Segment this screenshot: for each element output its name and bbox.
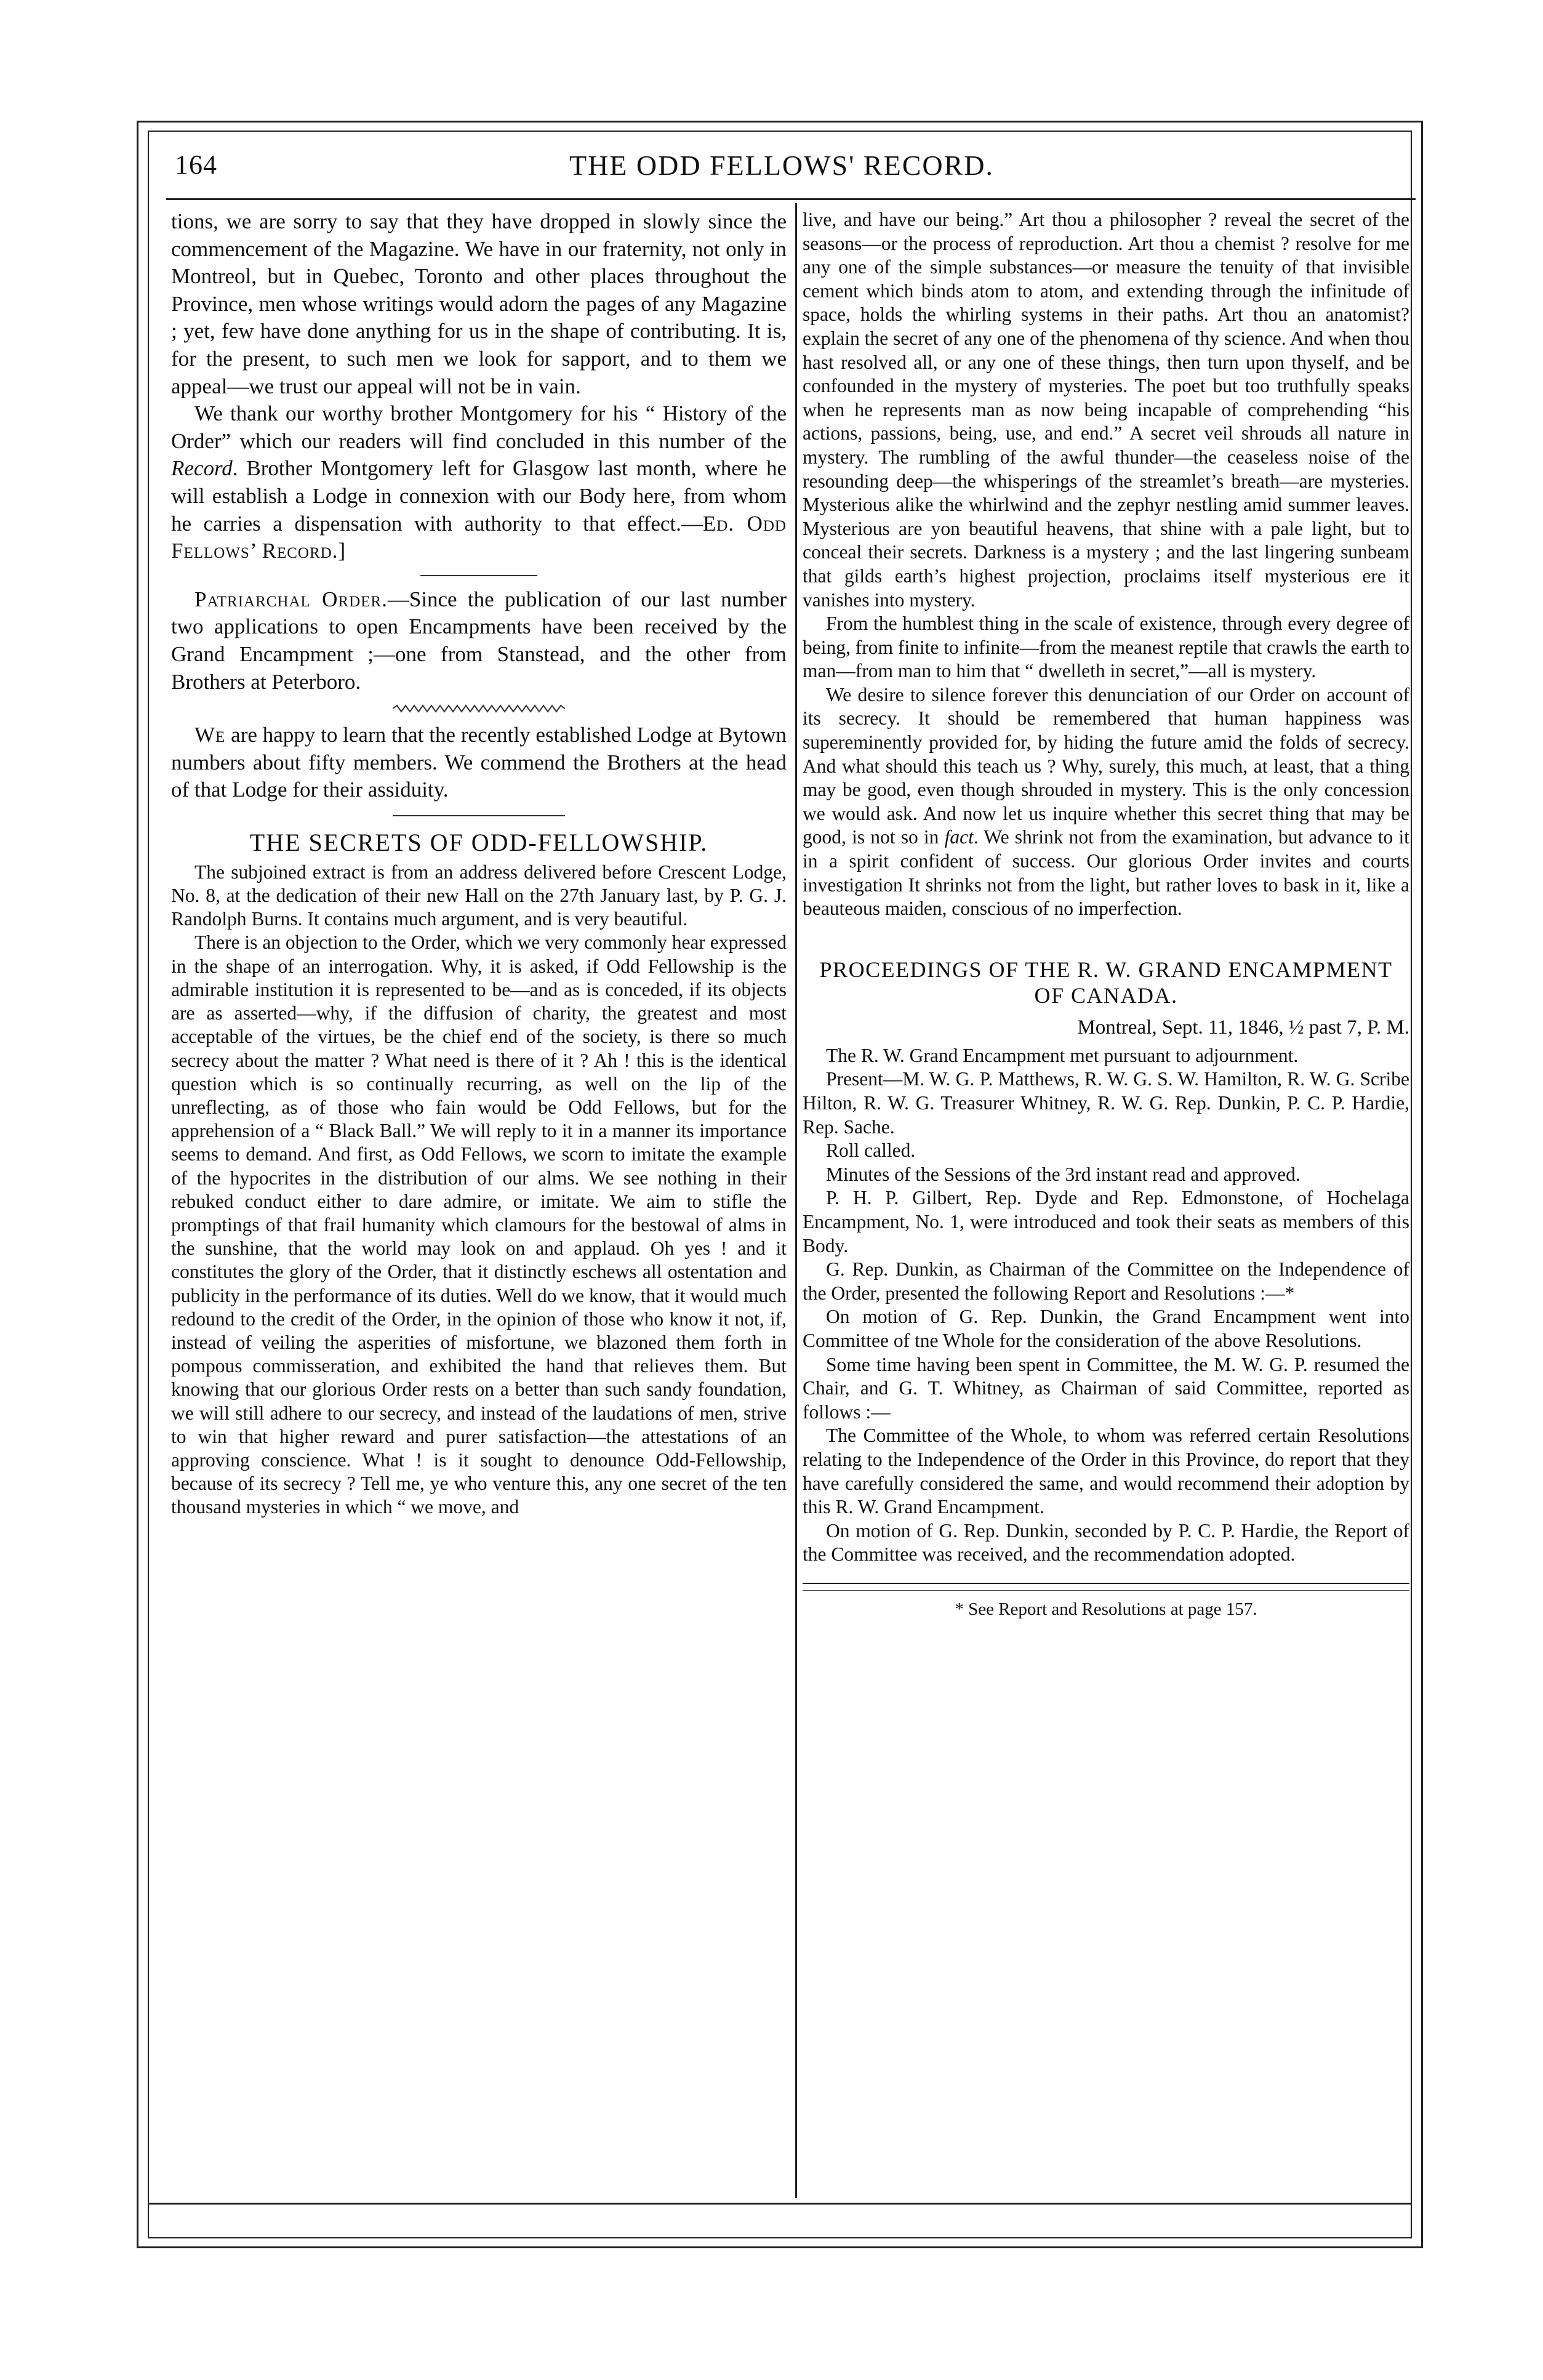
editorial-paragraph: tions, we are sorry to say that they have dropped in slowly since the commencement of the Magazine. We have in our fraternity, not only in Montreol, but in Quebec, Toronto and other places throughout the Province, men whose writings would adorn the pages of any Magazine ; yet, few have done anything for us in the shape of contributing. It is, for the present, to such men we look for sapport, and to them we appeal—we trust our appeal will not be in vain. — [171, 209, 787, 398]
bytown-paragraph — [171, 722, 787, 804]
footnote: * See Report and Resolutions at page 157. — [955, 1599, 1257, 1619]
proceedings-item: Some time having been spent in Committee, the M. W. G. P. resumed the Chair, and G. T. Whitney, as Chairman of said Committee, reported as follows :— — [803, 1353, 1409, 1423]
bracket-close: ] — [338, 539, 346, 563]
patriarchal-text: —Since the publication of our last number two applications to open Encampments have been received by the Grand Encampment ;—one from Stanstead, and the other from Brothers at Peterboro. — [171, 587, 787, 694]
footnote-rule — [803, 1583, 1409, 1584]
proceedings-item: Minutes of the Sessions of the 3rd instant read and approved. — [826, 1163, 1301, 1185]
montgomery-text-cont: . Brother Montgomery left for Glasgow last month, where he will establish a Lodge in connexion with our Body here, from whom he carries a dispensation with authority to that effect.— — [171, 456, 787, 536]
bytown-text: are happy to learn that the recently established Lodge at Bytown numbers about fifty members. We commend the Brothers at the head of that Lodge for their assiduity. — [171, 723, 787, 802]
editor-signature: Ed. Odd Fellows’ Record. — [171, 511, 787, 563]
proceedings-item: The R. W. Grand Encampment met pursuant to adjournment. — [826, 1044, 1299, 1066]
secrets-section-title: THE SECRETS OF ODD-FELLOWSHIP. — [249, 828, 708, 856]
montgomery-text: We thank our worthy brother Montgomery for his “ History of the Order” which our readers will find concluded in this number of the — [171, 401, 787, 453]
wavy-separator — [393, 704, 565, 713]
montgomery-paragraph — [171, 400, 787, 565]
bottom-rule — [148, 2203, 1412, 2205]
proceedings-item: On motion of G. Rep. Dunkin, the Grand Encampment went into Committee of tne Whole for the consideration of the above Resolutions. — [803, 1306, 1409, 1351]
proceedings-item: On motion of G. Rep. Dunkin, seconded by P. C. P. Hardie, the Report of the Committee was received, and the recommendation adopted. — [803, 1519, 1409, 1566]
running-title: THE ODD FELLOWS' RECORD. — [569, 150, 995, 181]
right-column — [803, 208, 1409, 1620]
record-italic: Record — [171, 456, 233, 481]
proceedings-item: Present—M. W. G. P. Matthews, R. W. G. S. W. Hamilton, R. W. G. Scribe Hilton, R. W. G. Treasurer Whitney, R. W. G. Rep. Dunkin, P. C. P. Hardie, Rep. Sache. — [803, 1068, 1409, 1138]
proceedings-item: G. Rep. Dunkin, as Chairman of the Committee on the Independence of the Order, presented the following Report and Resolutions :—* — [803, 1258, 1409, 1304]
humblest-paragraph: From the humblest thing in the scale of existence, through every degree of being, from finite to infinite—from the meanest reptile that crawls the earth to man—from man to him that “ dwelleth in secret,”—all is mystery. — [803, 613, 1409, 682]
page-number: 164 — [175, 150, 217, 180]
secrecy-paragraph — [803, 683, 1409, 921]
patriarchal-paragraph — [171, 586, 787, 696]
header-rule — [166, 198, 1416, 200]
mysteries-paragraph: live, and have our being.” Art thou a philosopher ? reveal the secret of the seasons—or the process of reproduction. Art thou a chemist ? resolve for me any one of the simple substances—or measure the tenuity of that invisible cement which binds atom to atom, and extending through the infinitude of space, holds the whirling systems in their paths. Art thou an anatomist? explain the secret of any one of the phenomena of thy science. And when thou hast resolved all, or any one of these things, then turn upon thyself, and be confounded in the mystery of mysteries. The poet but too truthfully speaks when he represents man as now being incapable of comprehending “his actions, passions, being, use, and end.” A secret veil shrouds all nature in mystery. The rumbling of the awful thunder—the ceaseless noise of the resounding deep—the whisperings of the streamlet’s breath—are mysteries. Mysterious alike the whirlwind and the zephyr nestling amid summer leaves. Mysterious are yon beautiful heavens, that shine with a pale light, but to conceal their secrets. Darkness is a mystery ; and the last lingering sunbeam that gilds earth’s highest projection, proclaims itself mysterious ere it vanishes into mystery. — [803, 209, 1409, 611]
spacer — [803, 921, 1409, 957]
footnote-rule-thin — [803, 1590, 1409, 1591]
secrecy-text: We desire to silence forever this denunciation of our Order on account of its secrecy. It should be remembered that human happiness was supereminently provided for, by hiding the future amid the folds of secrecy. And what should this teach us ? Why, surely, this much, at least, that a thing may be good, even though shrouded in mystery. This is the only concession we would ask. And now let us inquire whether this secret thing that may be good, is not so in — [803, 683, 1409, 848]
proceedings-item: P. H. P. Gilbert, Rep. Dyde and Rep. Edmonstone, of Hochelaga Encampment, No. 1, were introduced and took their seats as members of this Body. — [803, 1187, 1409, 1256]
separator-rule — [420, 575, 537, 576]
proceedings-item: The Committee of the Whole, to whom was referred certain Resolutions relating to the Independence of the Order in this Province, do report that they have carefully considered the same, and would recommend their adoption by this R. W. Grand Encampment. — [803, 1425, 1409, 1518]
column-divider — [795, 203, 797, 2198]
secrets-intro: The subjoined extract is from an address delivered before Crescent Lodge, No. 8, at the dedication of their new Hall on the 27th January last, by P. G. J. Randolph Burns. It contains much argument, and is very beautiful. — [171, 861, 787, 930]
secrets-body: There is an objection to the Order, which we very commonly hear expressed in the shape of an interrogation. Why, it is asked, if Odd Fellowship is the admirable institution it is represented to be—and as is conceded, if its objects are as asserted—why, if the diffusion of charity, the greatest and most acceptable of the virtues, be the chief end of the society, is there so much secrecy about the matter ? What need is there of it ? Ah ! this is the identical question which is so continually recurring, as well on the lip of the unreflecting, as of those who fain would be Odd Fellows, but for the apprehension of a “ Black Ball.” We will reply to it in a manner its importance seems to demand. And first, as Odd Fellows, we scorn to imitate the example of the hypocrites in the distribution of our alms. We see nothing in their rebuked conduct either to dare admire, or imitate. We aim to stifle the promptings of that frail humanity which clamours for the bestowal of alms in the sunshine, that the world may look on and applaud. Oh yes ! and it constitutes the glory of the Order, that it distinctly eschews all ostentation and publicity in the performance of its duties. Well do we know, that it would much redound to the credit of the Order, in the opinion of those who know it not, if, instead of veiling the asperities of misfortune, we blazoned them forth in pompous commisseration, and exhibited the hand that relieves them. But knowing that our glorious Order rests on a better than such sandy foundation, we will still adhere to our secrecy, and instead of the laudations of men, strive to win that higher reward and purer satisfaction—the attestations of an approving conscience. What ! is it sought to denounce Odd-Fellowship, because of its secrecy ? Tell me, ye who venture this, any one secret of the ten thousand mysteries in which “ we move, and — [171, 931, 787, 1518]
fact-italic: fact — [944, 826, 974, 848]
proceedings-item: Roll called. — [826, 1140, 916, 1162]
proceedings-dateline: Montreal, Sept. 11, 1846, ½ past 7, P. M. — [1077, 1016, 1409, 1039]
left-column — [171, 208, 787, 1519]
patriarchal-heading: Patriarchal Order. — [194, 587, 388, 611]
proceedings-section-title: PROCEEDINGS OF THE R. W. GRAND ENCAMPMENT OF CANADA. — [819, 957, 1393, 1008]
separator-rule-2 — [393, 815, 565, 816]
bytown-lead: We — [194, 723, 226, 747]
page-header — [166, 147, 1397, 196]
secrecy-text-cont: . We shrink not from the examination, but advance to it in a spirit confident of success. Our glorious Order invites and courts investigation It shrinks not from the light, but rather loves to bask in it, like a beauteous maiden, conscious of no imperfection. — [803, 826, 1409, 920]
